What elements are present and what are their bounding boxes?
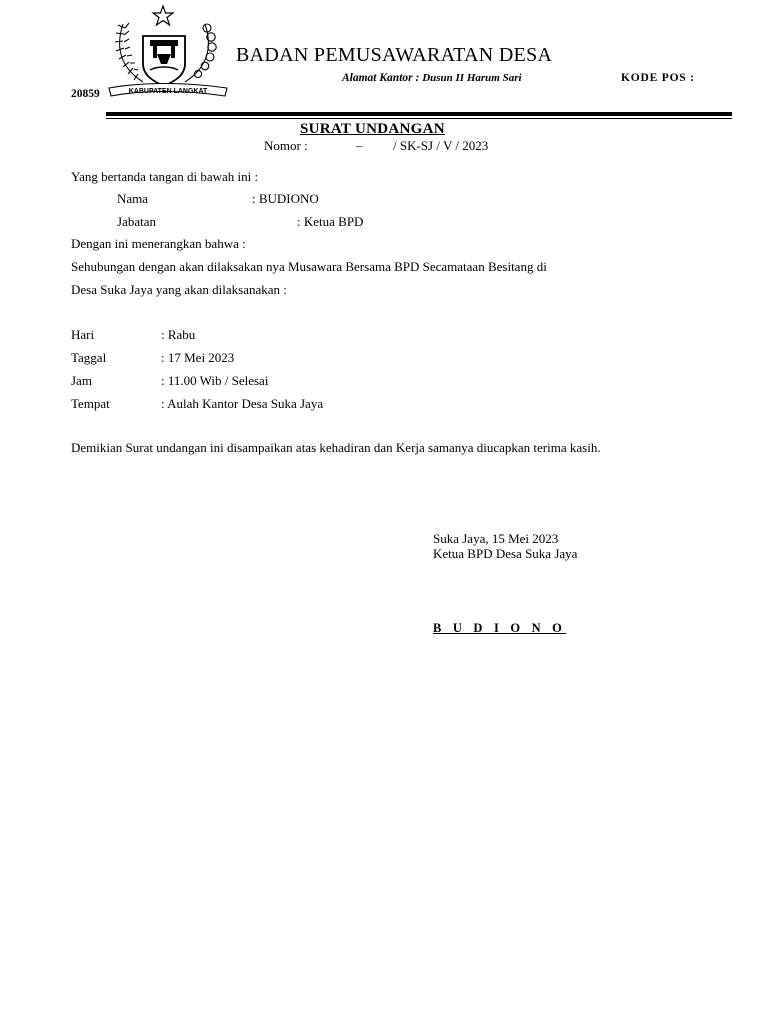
paragraph-line-1: Sehubungan dengan akan dilaksakan nya Musawara Bersama BPD Secamataan Besitang di	[71, 259, 547, 274]
address-label: Alamat Kantor :	[342, 72, 420, 84]
header-divider-thin	[106, 118, 732, 119]
signer-name-value: : BUDIONO	[252, 191, 319, 206]
postal-code-value: 20859	[71, 88, 100, 100]
event-day-label: Hari	[71, 327, 95, 342]
event-day-value: : Rabu	[161, 327, 196, 342]
signature-name: B U D I O N O	[433, 621, 567, 635]
letter-number-label: Nomor :	[264, 138, 308, 153]
letter-number-dash: –	[356, 138, 363, 153]
signer-position-label: Jabatan	[117, 214, 156, 229]
organization-name: BADAN PEMUSAWARATAN DESA	[236, 44, 553, 66]
letter-number-suffix: / SK-SJ / V / 2023	[393, 138, 489, 153]
signature-place-date: Suka Jaya, 15 Mei 2023	[433, 531, 559, 546]
statement-line: Dengan ini menerangkan bahwa :	[71, 236, 246, 251]
signer-name-label: Nama	[117, 191, 149, 206]
signer-position-value: : Ketua BPD	[297, 214, 364, 229]
header-divider-thick	[106, 112, 732, 116]
event-date-value: : 17 Mei 2023	[161, 350, 235, 365]
emblem-ribbon-text: KABUPATEN LANGKAT	[128, 87, 208, 95]
intro-line: Yang bertanda tangan di bawah ini :	[71, 169, 259, 184]
event-date-label: Taggal	[71, 350, 107, 365]
kabupaten-langkat-emblem-icon	[103, 4, 233, 98]
event-place-value: : Aulah Kantor Desa Suka Jaya	[161, 396, 324, 411]
office-address	[342, 72, 522, 84]
event-time-value: : 11.00 Wib / Selesai	[161, 373, 269, 388]
signature-position: Ketua BPD Desa Suka Jaya	[433, 546, 578, 561]
letter-title: SURAT UNDANGAN	[300, 121, 445, 137]
closing-line: Demikian Surat undangan ini disampaikan atas kehadiran dan Kerja samanya diucapkan terima kasih.	[71, 440, 601, 455]
event-time-label: Jam	[71, 373, 92, 388]
paragraph-line-2: Desa Suka Jaya yang akan dilaksanakan :	[71, 282, 287, 297]
address-value: Dusun II Harum Sari	[422, 72, 522, 84]
event-place-label: Tempat	[71, 396, 110, 411]
postal-code-label: KODE POS :	[621, 72, 695, 84]
